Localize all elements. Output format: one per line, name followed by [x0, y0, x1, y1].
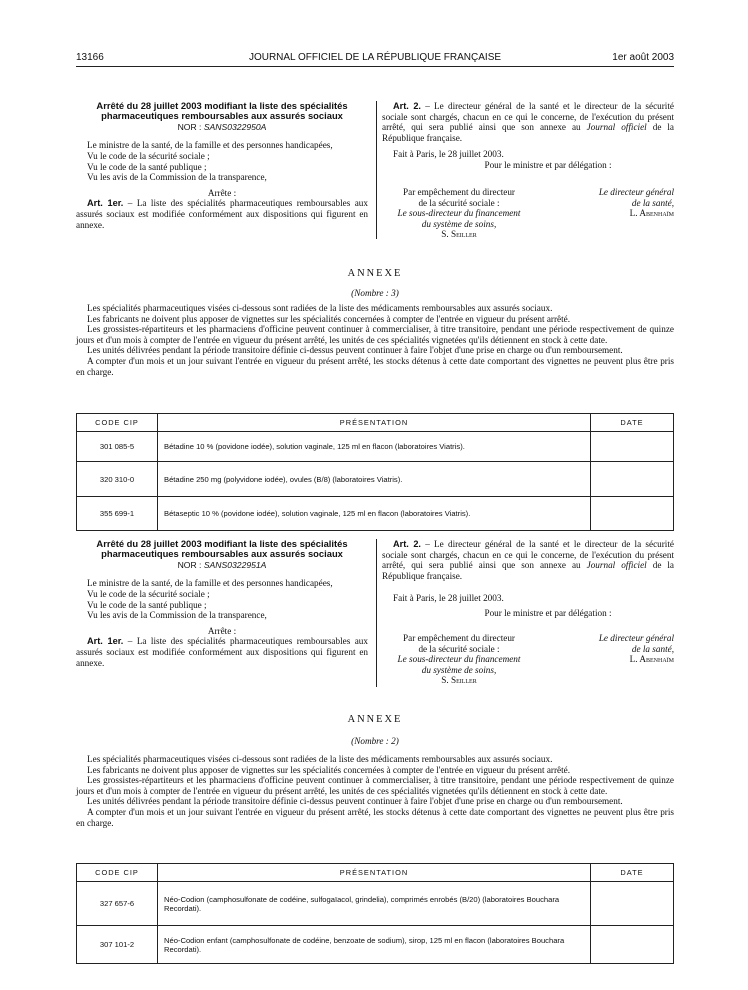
sig-left-line3: Le sous-directeur du financement — [397, 654, 521, 665]
annexe-2-heading: ANNEXE — [347, 714, 403, 725]
col-presentation: PRÉSENTATION — [158, 864, 591, 882]
sig-left-line1: Par empêchement du directeur — [403, 187, 515, 197]
decree-2-title-line2: pharmaceutiques remboursables aux assurés sociaux — [101, 548, 343, 560]
col-date: DATE — [591, 864, 674, 882]
art2-label: Art. 2. — [393, 101, 421, 111]
decree-1-art1 — [76, 198, 368, 230]
annexe-2-p2: Les fabricants ne doivent plus apposer de vignettes sur les spécialités concernées à compter de l'entrée en vigueur du présent arrêté. — [87, 764, 571, 775]
sig-right-name: L. Abenhaïm — [629, 208, 674, 219]
decree-1-title-line2: pharmaceutiques remboursables aux assurés sociaux — [101, 110, 343, 122]
annexe-1-p1: Les spécialités pharmaceutiques visées ci-dessous sont radiées de la liste des médicaments remboursables aux assurés sociaux. — [87, 303, 553, 313]
decree-1-preamble: Le ministre de la santé, de la famille et des personnes handicapées, — [87, 140, 333, 151]
cell-date — [591, 926, 674, 964]
decree-2-right-column — [382, 539, 674, 619]
cell-date — [591, 462, 674, 497]
annexe-2-table — [76, 863, 674, 964]
table-header-row — [77, 864, 674, 882]
sig-left-line4: du système de soins, — [421, 664, 497, 675]
art2-text-a: – Le directeur général de la santé et le directeur de la sécurité sociale sont chargés, chacun en ce qui le concerne, de l'exécution du présent arrêté, qui sera publié ainsi que son annexe au — [382, 539, 674, 571]
decree-1-right-column — [382, 101, 674, 171]
decree-2-pour: Pour le ministre et par délégation : — [484, 607, 612, 618]
decree-2-fait: Fait à Paris, le 28 juillet 2003. — [393, 593, 504, 604]
annexe-2-p1: Les spécialités pharmaceutiques visées ci-dessous sont radiées de la liste des médicaments remboursables aux assurés sociaux. — [87, 754, 553, 764]
cell-code: 327 657-6 — [77, 882, 158, 926]
decree-2-vu3: Vu les avis de la Commission de la transparence, — [87, 610, 267, 621]
art2-text-b: de la République française. — [382, 122, 675, 143]
cell-code: 301 085-5 — [77, 432, 158, 462]
col-code-cip: CODE CIP — [77, 414, 158, 432]
decree-1-fait: Fait à Paris, le 28 juillet 2003. — [393, 149, 504, 160]
annexe-2-p5: A compter d'un mois et un jour suivant l'entrée en vigueur du présent arrêté, les stocks détenus à cette date comportant des vignettes ne peuvent plus être pris en charge. — [76, 806, 674, 828]
sig-left-line3: Le sous-directeur du financement — [397, 208, 521, 219]
annexe-1-p2: Les fabricants ne doivent plus apposer de vignettes sur les spécialités concernées à compter de l'entrée en vigueur du présent arrêté. — [87, 313, 571, 324]
decree-2-signature-right — [580, 633, 674, 665]
decree-1-left-column — [76, 101, 368, 230]
cell-presentation: Néo-Codion (camphosulfonate de codéine, sulfogaïacol, grindelia), comprimés enrobés (B/20) (laboratoires Bouchara Recordati). — [158, 882, 591, 926]
art1-text: – La liste des spécialités pharmaceutiques remboursables aux assurés sociaux est modifiée conformément aux dispositions qui figurent en annexe. — [76, 198, 368, 230]
decree-2-nor — [76, 560, 368, 571]
annexe-2-body — [76, 754, 674, 828]
art2-journal: Journal officiel — [586, 560, 647, 571]
sig-left-name: S. Seiller — [441, 675, 477, 686]
sig-right-line1: Le directeur général — [598, 187, 674, 197]
cell-presentation: Bétaseptic 10 % (povidone iodée), solution vaginale, 125 ml en flacon (laboratoires Viatris). — [158, 497, 591, 531]
annexe-1-p5: A compter d'un mois et un jour suivant l'entrée en vigueur du présent arrêté, les stocks détenus à cette date comportant des vignettes ne peuvent plus être pris en charge. — [76, 355, 674, 377]
art2-journal: Journal officiel — [586, 122, 647, 133]
decree-1-signature-right — [580, 187, 674, 219]
annexe-2-p3: Les grossistes-répartiteurs et les pharmaciens d'officine peuvent continuer à commercialiser, à titre transitoire, pendant une période respectivement de quinze jours et d'un mois à compter de l'entrée en vigueur du présent arrêté, les unités de ces spécialités vignetées qu'ils détiennent en stock à cette date. — [76, 775, 674, 796]
decree-2-signature-left — [384, 633, 534, 686]
decree-1-signature-left — [384, 187, 534, 240]
cell-code: 307 101-2 — [77, 926, 158, 964]
page-number: 13166 — [76, 52, 104, 63]
column-divider — [376, 101, 377, 239]
art1-label: Art. 1er. — [87, 636, 124, 647]
cell-date — [591, 497, 674, 531]
decree-2-art1 — [76, 636, 368, 668]
decree-1-nor — [76, 122, 368, 133]
table-row — [77, 462, 674, 497]
cell-date — [591, 882, 674, 926]
cell-code: 355 699-1 — [77, 497, 158, 531]
decree-1-vu1: Vu le code de la sécurité sociale ; — [87, 151, 210, 161]
sig-right-line2: de la santé, — [631, 197, 674, 208]
art1-label: Art. 1er. — [87, 198, 124, 209]
col-presentation: PRÉSENTATION — [158, 414, 591, 432]
sig-right-line2: de la santé, — [631, 643, 674, 654]
annexe-1-nombre: (Nombre : 3) — [351, 288, 399, 298]
col-code-cip: CODE CIP — [77, 864, 158, 882]
sig-left-line2: de la sécurité sociale : — [418, 643, 500, 654]
decree-2-vu1: Vu le code de la sécurité sociale ; — [87, 589, 210, 599]
nor-code: SANS0322951A — [203, 559, 267, 570]
sig-right-line1: Le directeur général — [598, 633, 674, 643]
cell-presentation: Bétadine 10 % (povidone iodée), solution vaginale, 125 ml en flacon (laboratoires Viatris). — [158, 432, 591, 462]
table-row — [77, 432, 674, 462]
annexe-1-table — [76, 413, 674, 531]
journal-title: JOURNAL OFFICIEL DE LA RÉPUBLIQUE FRANÇAISE — [248, 52, 502, 63]
decree-1-art2 — [382, 101, 674, 143]
art1-text: – La liste des spécialités pharmaceutiques remboursables aux assurés sociaux est modifiée conformément aux dispositions qui figurent en annexe. — [76, 636, 368, 668]
col-date: DATE — [591, 414, 674, 432]
annexe-1-body — [76, 303, 674, 377]
annexe-1-p3: Les grossistes-répartiteurs et les pharmaciens d'officine peuvent continuer à commercialiser, à titre transitoire, pendant une période respectivement de quinze jours et d'un mois à compter de l'entrée en vigueur du présent arrêté, les unités de ces spécialités vignetées qu'ils détiennent en stock à cette date. — [76, 324, 674, 345]
art2-text-b: de la République française. — [382, 560, 675, 581]
cell-presentation: Néo-Codion enfant (camphosulfonate de codéine, benzoate de sodium), sirop, 125 ml en flacon (laboratoires Bouchara Recordati). — [158, 926, 591, 964]
decree-1-arrete: Arrête : — [207, 187, 237, 198]
annexe-1-heading: ANNEXE — [347, 268, 403, 279]
issue-date: 1er août 2003 — [612, 52, 674, 63]
sig-left-name: S. Seiller — [441, 229, 477, 240]
nor-label: NOR : — [177, 121, 204, 132]
nor-code: SANS0322950A — [203, 121, 267, 132]
decree-2-vu2: Vu le code de la santé publique ; — [87, 599, 207, 610]
decree-1-vu3: Vu les avis de la Commission de la transparence, — [87, 172, 267, 183]
table-header-row — [77, 414, 674, 432]
annexe-1-p4: Les unités délivrées pendant la période transitoire définie ci-dessus peuvent continuer à faire l'objet d'une prise en charge ou d'un remboursement. — [87, 345, 623, 356]
decree-2-preamble: Le ministre de la santé, de la famille et des personnes handicapées, — [87, 578, 333, 589]
decree-1-title-line1: Arrêté du 28 juillet 2003 modifiant la liste des spécialités — [96, 100, 348, 111]
sig-left-line1: Par empêchement du directeur — [403, 633, 515, 643]
cell-date — [591, 432, 674, 462]
table-row — [77, 882, 674, 926]
annexe-2-nombre: (Nombre : 2) — [351, 736, 399, 746]
decree-2-arrete: Arrête : — [207, 625, 237, 636]
running-header — [76, 52, 674, 67]
nor-label: NOR : — [177, 559, 204, 570]
cell-code: 320 310-0 — [77, 462, 158, 497]
art2-text-a: – Le directeur général de la santé et le directeur de la sécurité sociale sont chargés, chacun en ce qui le concerne, de l'exécution du présent arrêté, qui sera publié ainsi que son annexe au — [382, 101, 674, 133]
table-row — [77, 926, 674, 964]
sig-right-name: L. Abenhaïm — [629, 654, 674, 665]
decree-1-pour: Pour le ministre et par délégation : — [484, 159, 612, 170]
column-divider — [376, 539, 377, 687]
decree-2-title-line1: Arrêté du 28 juillet 2003 modifiant la liste des spécialités — [96, 538, 348, 549]
annexe-2-p4: Les unités délivrées pendant la période transitoire définie ci-dessus peuvent continuer à faire l'objet d'une prise en charge ou d'un remboursement. — [87, 796, 623, 807]
decree-1-vu2: Vu le code de la santé publique ; — [87, 161, 207, 172]
table-row — [77, 497, 674, 531]
art2-label: Art. 2. — [393, 539, 421, 549]
sig-left-line2: de la sécurité sociale : — [418, 197, 500, 208]
cell-presentation: Bétadine 250 mg (polyvidone iodée), ovules (B/8) (laboratoires Viatris). — [158, 462, 591, 497]
sig-left-line4: du système de soins, — [421, 218, 497, 229]
decree-2-left-column — [76, 539, 368, 668]
decree-2-art2 — [382, 539, 674, 581]
